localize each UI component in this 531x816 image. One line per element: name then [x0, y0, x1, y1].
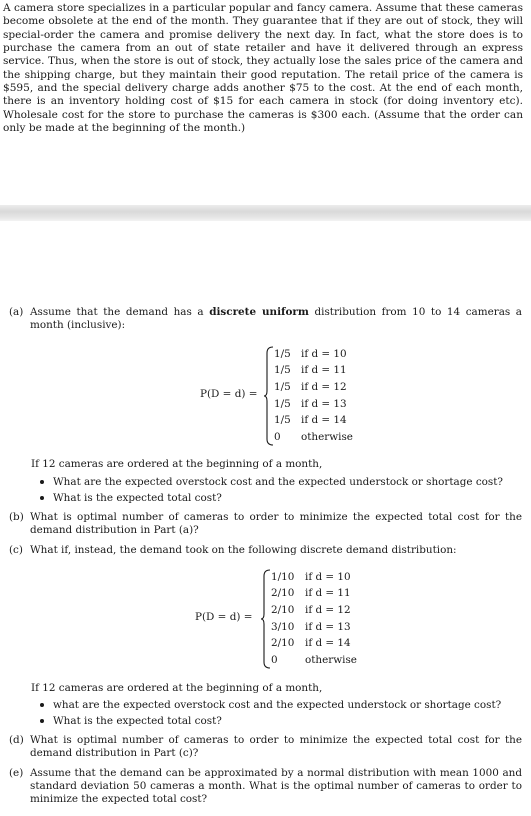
- part-c-bullets: [38, 698, 501, 730]
- part-b: [9, 511, 522, 537]
- part-b-text: What is optimal number of cameras to order to minimize the expected total cost for the demand distribution in Part (a)?: [30, 511, 522, 537]
- part-d-text: What is optimal number of cameras to order to minimize the expected total cost for the demand distribution in Part (c)?: [30, 734, 522, 760]
- pmf-a-cond: if d = 13: [301, 398, 347, 410]
- pmf-a-cond: if d = 10: [301, 348, 347, 360]
- part-d: [9, 734, 522, 760]
- pmf-c-cond: if d = 11: [305, 587, 351, 599]
- part-c-label: (c): [9, 544, 23, 556]
- pmf-c-value: 3/10: [271, 621, 295, 633]
- part-a-text-after: distribution from 10 to 14 cameras a month (inclusive):: [30, 306, 522, 332]
- pmf-a-value: 0: [274, 431, 281, 443]
- part-c-bullet: what are the expected overstock cost and the expected understock or shortage cost?: [38, 698, 501, 714]
- part-a-text: [30, 306, 522, 332]
- part-a-note: If 12 cameras are ordered at the beginning of a month,: [31, 458, 323, 470]
- pmf-a-value: 1/5: [274, 398, 291, 410]
- part-e: [9, 767, 522, 807]
- pmf-c-cond: if d = 13: [305, 621, 351, 633]
- pmf-c-lhs: P(D = d) =: [195, 611, 253, 623]
- page-divider: [0, 205, 531, 221]
- part-b-label: (b): [9, 511, 24, 523]
- part-d-label: (d): [9, 734, 24, 746]
- part-c-bullet: What is the expected total cost?: [38, 714, 501, 730]
- pmf-c: [195, 569, 405, 669]
- part-a-bullet: What are the expected overstock cost and the expected understock or shortage cost?: [38, 475, 503, 491]
- pmf-c-cond: if d = 10: [305, 571, 351, 583]
- pmf-c-value: 2/10: [271, 604, 295, 616]
- pmf-a-cond: if d = 11: [301, 364, 347, 376]
- pmf-a: [200, 346, 400, 446]
- pmf-c-brace: [261, 569, 271, 669]
- pmf-c-cond: if d = 14: [305, 637, 351, 649]
- pmf-a-value: 1/5: [274, 381, 291, 393]
- part-a-bold: discrete uniform: [209, 306, 309, 318]
- pmf-a-value: 1/5: [274, 414, 291, 426]
- pmf-a-cond: otherwise: [301, 431, 353, 443]
- part-e-label: (e): [9, 767, 24, 779]
- pmf-c-value: 2/10: [271, 637, 295, 649]
- part-c-note: If 12 cameras are ordered at the beginning of a month,: [31, 682, 323, 694]
- part-a-label: (a): [9, 306, 24, 318]
- pmf-c-cond: otherwise: [305, 654, 357, 666]
- part-a-bullets: [38, 475, 503, 507]
- pmf-a-cond: if d = 12: [301, 381, 347, 393]
- pmf-c-value: 2/10: [271, 587, 295, 599]
- part-a-text-before: Assume that the demand has a: [30, 306, 210, 318]
- pmf-a-brace: [264, 346, 274, 446]
- part-a: [9, 306, 522, 332]
- pmf-c-value: 0: [271, 654, 278, 666]
- pmf-c-value: 1/10: [271, 571, 295, 583]
- pmf-a-cond: if d = 14: [301, 414, 347, 426]
- part-a-bullet: What is the expected total cost?: [38, 491, 503, 507]
- part-c: [9, 544, 522, 557]
- pmf-c-cond: if d = 12: [305, 604, 351, 616]
- part-c-text: What if, instead, the demand took on the following discrete demand distribution:: [30, 544, 457, 556]
- pmf-a-value: 1/5: [274, 364, 291, 376]
- pmf-a-value: 1/5: [274, 348, 291, 360]
- pmf-a-lhs: P(D = d) =: [200, 388, 258, 400]
- problem-intro: A camera store specializes in a particular popular and fancy camera. Assume that these cameras become obsolete at the end of the month. They guarantee that if they are out of stock, they will special-order the camera and promise delivery the next day. In fact, what the store does is to purchase the camera from an out of state retailer and have it delivered through an express service. Thus, when the store is out of stock, they actually lose the sales price of the camera and the shipping charge, but they maintain their good reputation. The retail price of the camera is $595, and the special delivery charge adds another $75 to the cost. At the end of each month, there is an inventory holding cost of $15 for each camera in stock (for doing inventory etc). Wholesale cost for the store to purchase the cameras is $300 each. (Assume that the order can only be made at the beginning of the month.): [3, 2, 523, 135]
- part-e-text: Assume that the demand can be approximated by a normal distribution with mean 1000 and standard deviation 50 cameras a month. What is the optimal number of cameras to order to minimize the expected total cost?: [30, 767, 522, 806]
